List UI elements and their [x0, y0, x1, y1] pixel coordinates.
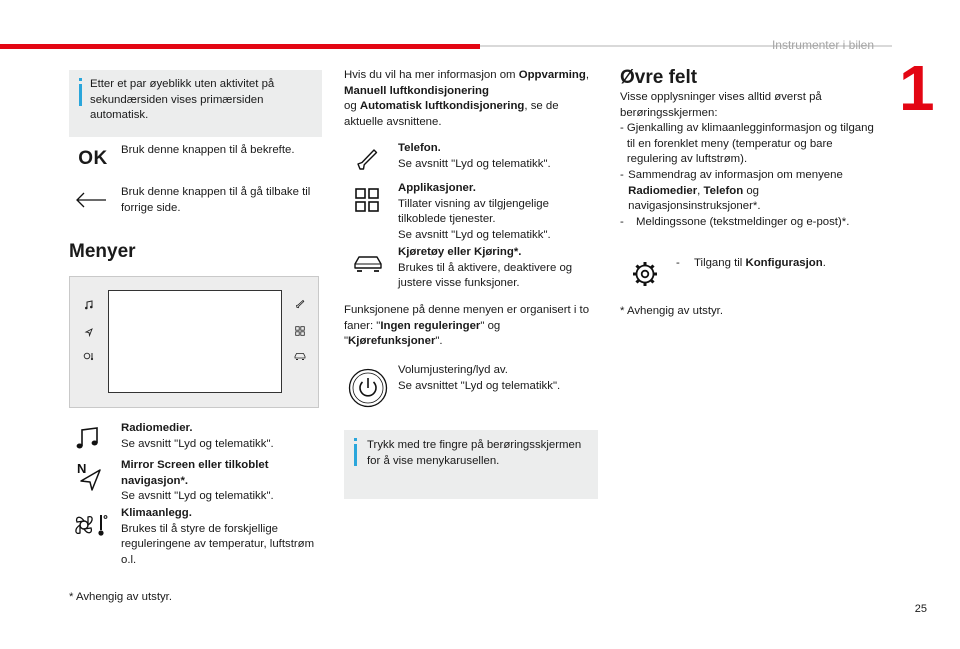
auto-ac-link: Automatisk luftkondisjonering — [359, 100, 525, 113]
volume-text: Volumjustering/lyd av. — [398, 364, 508, 376]
mirror-screen-entry — [121, 458, 321, 505]
upper-field-intro: Visse opplysninger vises alltid øverst på berøringsskjermen: — [620, 91, 822, 119]
list-item-messages: Meldingssone (tekstmeldinger og e-post)*. — [636, 215, 850, 228]
phone-entry — [398, 141, 593, 172]
list-dash: - — [620, 168, 624, 181]
vehicle-icon — [352, 252, 384, 276]
tabs-paragraph — [344, 303, 594, 350]
tab-no-regulations: Ingen reguleringer — [380, 319, 481, 332]
config-entry — [676, 256, 876, 272]
climate-entry — [121, 506, 321, 568]
phone-icon — [352, 145, 382, 173]
info-box-carousel — [344, 430, 598, 499]
footnote-col3: * Avhengig av utstyr. — [620, 305, 724, 317]
navigation-icon — [72, 460, 104, 492]
info-icon — [79, 78, 82, 106]
configuration-label: Konfigurasjon — [745, 257, 823, 269]
volume-power-icon — [348, 367, 388, 409]
touchscreen-display — [108, 290, 282, 393]
vehicle-text: Brukes til å aktivere, deaktivere og justere visse funksjoner. — [398, 261, 573, 290]
tabs-text: Funksjonene på denne menyen er organisert i to faner: " — [344, 304, 590, 332]
radio-media-text: Se avsnitt "Lyd og telematikk". — [121, 437, 274, 450]
list-item — [620, 121, 875, 168]
back-description: Bruk denne knappen til å gå tilbake til forrige side. — [121, 186, 311, 214]
chapter-number: 1 — [899, 52, 935, 124]
back-arrow-icon — [74, 190, 108, 210]
settings-gear-icon — [629, 258, 661, 290]
vehicle-entry — [398, 245, 593, 292]
info-box-auto-return — [69, 70, 322, 137]
intro-separator: , — [585, 69, 589, 81]
footnote-col1: * Avhengig av utstyr. — [69, 591, 173, 603]
apps-title: Applikasjoner. — [398, 182, 476, 194]
info-icon — [354, 438, 357, 466]
phone-title: Telefon. — [398, 142, 441, 154]
apps-text: Tillater visning av tilgjengelige tilkoblede tjenester. — [398, 197, 549, 226]
tab-driving-functions: Kjørefunksjoner — [348, 335, 436, 348]
header-red-bar — [0, 44, 480, 49]
radio-media-entry — [121, 421, 321, 452]
climate-icon — [72, 510, 108, 540]
list-item — [620, 168, 875, 215]
climate-mini-icon — [82, 350, 96, 362]
list-dash: - — [620, 215, 624, 228]
mirror-screen-title: Mirror Screen eller tilkoblet navigasjon*. — [121, 459, 269, 487]
volume-entry — [398, 363, 593, 394]
radio-mini-icon — [82, 299, 96, 311]
phone-text: Se avsnitt "Lyd og telematikk". — [398, 157, 551, 170]
ok-icon: OK — [78, 148, 108, 170]
radio-media-icon — [73, 424, 103, 452]
page-number: 25 — [914, 603, 927, 615]
more-info-paragraph — [344, 68, 594, 130]
apps-entry — [398, 181, 593, 243]
intro-text: Hvis du vil ha mer informasjon om — [344, 69, 519, 81]
navigation-mini-icon — [82, 326, 96, 338]
intro-and: og — [344, 100, 360, 113]
config-end: . — [822, 257, 826, 269]
list-item-climate: Gjenkalling av klimaanlegginformasjon og tilgang til en forenklet meny (temperatur og bare regulering av luftstrøm). — [626, 122, 874, 166]
apps-mini-icon — [293, 325, 307, 337]
mirror-screen-text: Se avsnitt "Lyd og telematikk". — [121, 490, 274, 503]
list-item — [620, 215, 875, 231]
phone-mini-icon — [293, 298, 307, 310]
summary-text: Sammendrag av informasjon om menyene — [628, 168, 843, 181]
manual-ac-link: Manuell luftkondisjonering — [344, 84, 489, 97]
carousel-info-text: Trykk med tre fingre på berøringsskjermen for å vise menykarusellen. — [367, 439, 582, 467]
tabs-separator: " og " — [344, 319, 501, 348]
vehicle-title: Kjøretøy eller Kjøring*. — [398, 246, 522, 258]
config-dash: - — [676, 257, 680, 269]
summary-end: og navigasjonsinstruksjoner*. — [628, 184, 761, 213]
upper-field-body — [620, 90, 875, 230]
intro-end: , se de aktuelle avsnittene. — [344, 100, 559, 128]
climate-text: Brukes til å styre de forskjellige reguleringene av temperatur, luftstrøm o.l. — [121, 522, 315, 566]
menus-heading: Menyer — [69, 241, 136, 262]
vehicle-mini-icon — [293, 350, 307, 362]
telephone-label: Telefon — [703, 184, 744, 197]
radio-media-label: Radiomedier — [628, 184, 698, 197]
radio-media-title: Radiomedier. — [121, 422, 193, 434]
ok-description: Bruk denne knappen til å bekrefte. — [121, 144, 295, 156]
summary-separator: , — [697, 184, 704, 197]
volume-reference: Se avsnittet "Lyd og telematikk". — [398, 379, 561, 392]
apps-reference: Se avsnitt "Lyd og telematikk". — [398, 228, 551, 241]
tabs-end: ". — [435, 335, 443, 348]
list-dash: - — [620, 122, 624, 135]
info-text: Etter et par øyeblikk uten aktivitet på sekundærsiden vises primærsiden automatisk. — [90, 78, 275, 122]
heating-link: Oppvarming — [518, 69, 586, 81]
compass-north-label: N — [77, 461, 87, 476]
upper-field-heading: Øvre felt — [620, 67, 698, 88]
apps-icon — [352, 185, 382, 215]
config-text: Tilgang til — [694, 257, 746, 269]
chapter-title: Instrumenter i bilen — [771, 38, 874, 52]
climate-title: Klimaanlegg. — [121, 507, 192, 519]
list-item-summary — [628, 168, 875, 215]
